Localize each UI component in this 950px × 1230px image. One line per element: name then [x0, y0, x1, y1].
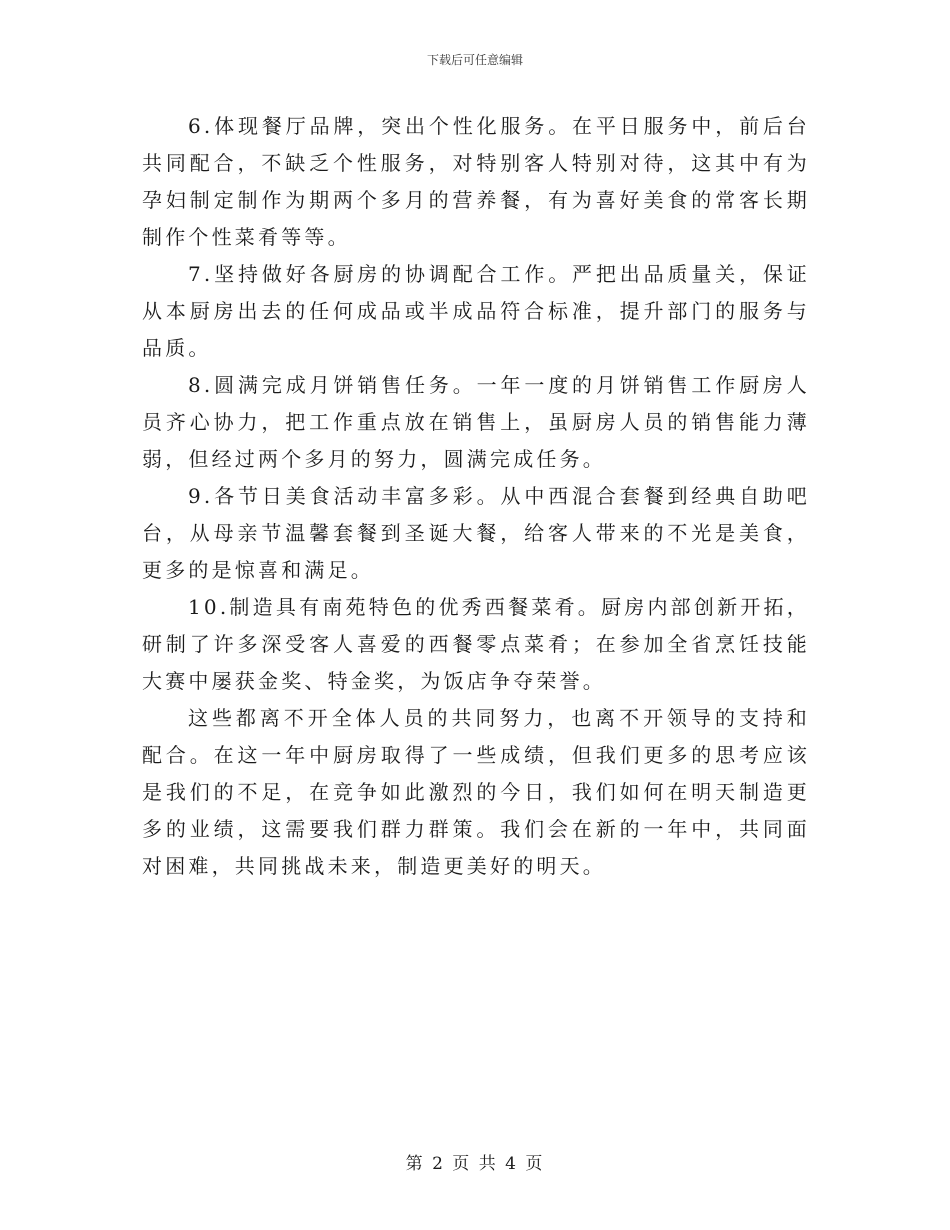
paragraph-item-10: 10.制造具有南苑特色的优秀西餐菜肴。厨房内部创新开拓，研制了许多深受客人喜爱的西餐零点菜肴；在参加全省烹饪技能大赛中屡获金奖、特金奖，为饭店争夺荣誉。	[142, 595, 810, 693]
paragraph-item-8: 8.圆满完成月饼销售任务。一年一度的月饼销售工作厨房人员齐心协力，把工作重点放在销售上，虽厨房人员的销售能力薄弱，但经过两个多月的努力，圆满完成任务。	[142, 373, 810, 471]
page-number: 第 2 页 共 4 页	[405, 1154, 545, 1174]
paragraph-item-7: 7.坚持做好各厨房的协调配合工作。严把出品质量关，保证从本厨房出去的任何成品或半成品符合标准，提升部门的服务与品质。	[142, 262, 810, 360]
paragraph-item-6: 6.体现餐厅品牌，突出个性化服务。在平日服务中，前后台共同配合，不缺乏个性服务，对特别客人特别对待，这其中有为孕妇制定制作为期两个多月的营养餐，有为喜好美食的常客长期制作个性菜肴等等。	[142, 114, 810, 249]
page-header: 下载后可任意编辑	[426, 53, 523, 67]
paragraph-conclusion: 这些都离不开全体人员的共同努力，也离不开领导的支持和配合。在这一年中厨房取得了一些成绩，但我们更多的思考应该是我们的不足，在竞争如此激烈的今日，我们如何在明天制造更多的业绩，这需要我们群力群策。我们会在新的一年中，共同面对困难，共同挑战未来，制造更美好的明天。	[142, 706, 810, 878]
paragraph-item-9: 9.各节日美食活动丰富多彩。从中西混合套餐到经典自助吧台，从母亲节温馨套餐到圣诞大餐，给客人带来的不光是美食，更多的是惊喜和满足。	[142, 484, 810, 582]
document-body	[142, 108, 810, 885]
